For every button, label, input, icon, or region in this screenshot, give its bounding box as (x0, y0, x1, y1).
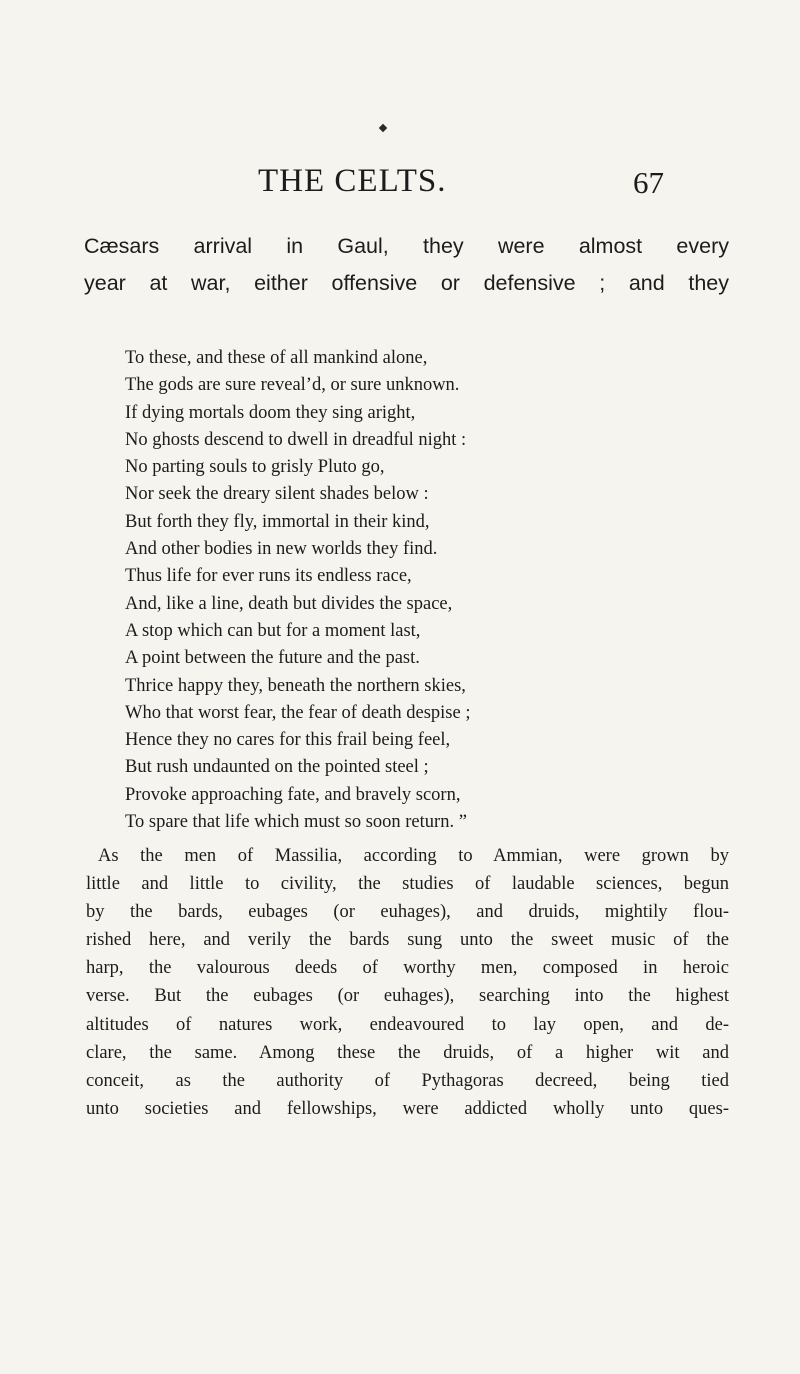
paragraph-line: altitudes of natures work, endeavoured to lay open, and de- (86, 1014, 729, 1035)
poem-line: Thrice happy they, beneath the northern skies, (125, 675, 466, 696)
poem-line: Nor seek the dreary silent shades below : (125, 484, 429, 505)
text-line: Cæsars arrival in Gaul, they were almost every (84, 234, 729, 258)
intro-text (84, 228, 729, 302)
poem-line: To these, and these of all mankind alone, (125, 348, 428, 368)
poem-line: No ghosts descend to dwell in dreadful night : (125, 429, 467, 450)
poem-line: To spare that life which must so soon return. ” (125, 812, 467, 833)
paragraph-line: harp, the valourous deeds of worthy men, composed in heroic (86, 958, 729, 979)
paragraph-line: little and little to civility, the studies of laudable sciences, begun (86, 874, 729, 895)
paragraph-line: As the men of Massilia, according to Ammian, were grown by (98, 846, 729, 866)
poem-line: But forth they fly, immortal in their kind, (125, 511, 430, 532)
body-paragraph (86, 842, 729, 1123)
poem-line: A point between the future and the past. (125, 648, 420, 669)
paragraph-line: conceit, as the authority of Pythagoras decreed, being tied (86, 1070, 729, 1091)
page-header (0, 163, 800, 203)
ornament-mark (379, 124, 387, 132)
paragraph-line: rished here, and verily the bards sung unto the sweet music of the (86, 930, 729, 951)
paragraph-line: verse. But the eubages (or euhages), searching into the highest (86, 986, 729, 1007)
poem-line: No parting souls to grisly Pluto go, (125, 457, 385, 478)
poem-line: Thus life for ever runs its endless race, (125, 566, 412, 587)
paragraph-line: clare, the same. Among these the druids, of a higher wit and (86, 1042, 729, 1063)
poem-line: Who that worst fear, the fear of death despise ; (125, 702, 471, 723)
text-line: year at war, either offensive or defensive ; and they (84, 271, 729, 295)
paragraph-line: unto societies and fellowships, were addicted wholly unto ques- (86, 1098, 729, 1119)
paragraph-line: by the bards, eubages (or euhages), and druids, mightily flou- (86, 902, 729, 923)
running-title: THE CELTS. (258, 163, 447, 199)
poem-line: Hence they no cares for this frail being feel, (125, 730, 451, 751)
poem-line: And, like a line, death but divides the space, (125, 593, 453, 614)
poem-line: And other bodies in new worlds they find. (125, 539, 438, 560)
poem-line: The gods are sure reveal’d, or sure unknown. (125, 375, 460, 396)
poem-line: But rush undaunted on the pointed steel ; (125, 757, 429, 778)
poem-block (125, 345, 725, 836)
poem-line: Provoke approaching fate, and bravely scorn, (125, 784, 461, 805)
poem-line: A stop which can but for a moment last, (125, 620, 421, 641)
poem-line: If dying mortals doom they sing aright, (125, 402, 416, 423)
page-number: 67 (633, 165, 664, 200)
